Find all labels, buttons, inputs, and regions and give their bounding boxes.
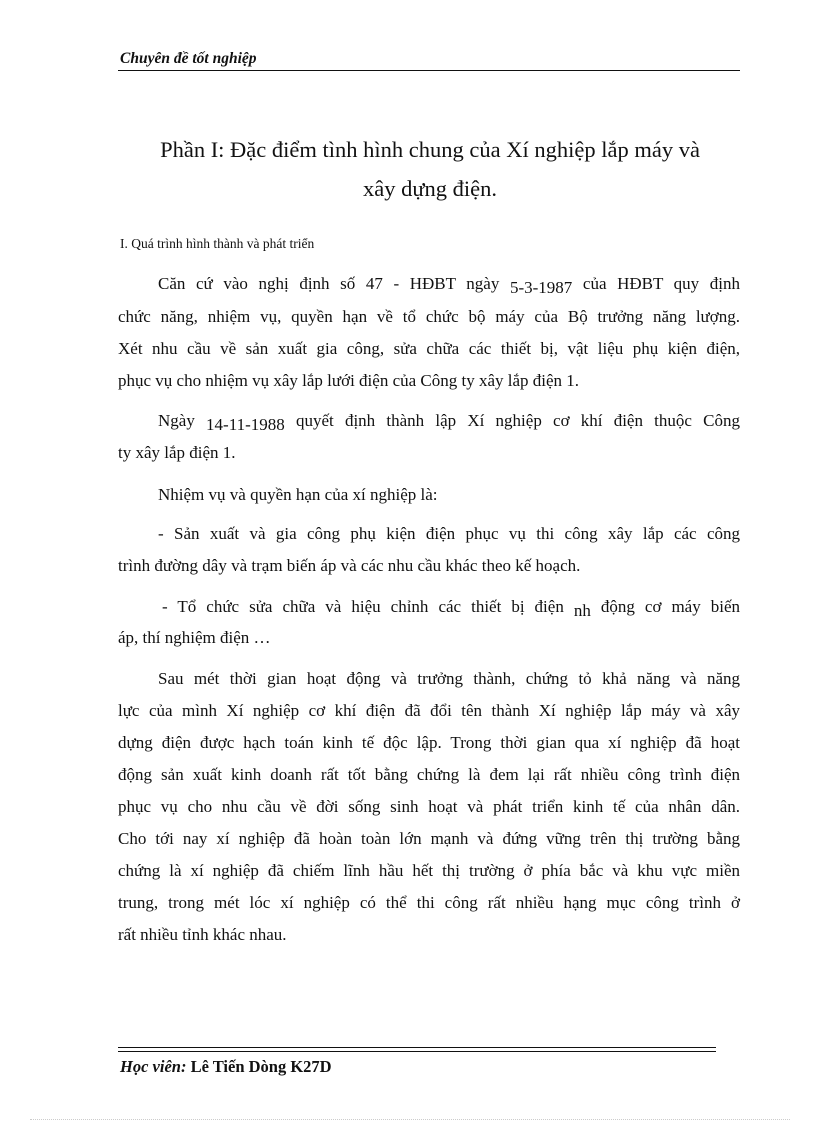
header-rule (118, 70, 740, 71)
paragraph-6-line-6: Cho tới nay xí nghiệp đã hoàn toàn lớn mạnh và đứng vững trên thị trường bằng (118, 829, 740, 848)
paragraph-2-line-2: ty xây lắp điện 1. (118, 443, 236, 462)
paragraph-1-line-1: Căn cứ vào nghị định số 47 - HĐBT ngày 5-3-1987 của HĐBT quy định (158, 274, 740, 297)
section-heading: I. Quá trình hình thành và phát triển (120, 236, 315, 251)
paragraph-6-line-1: Sau mét thời gian hoạt động và trưởng thành, chứng tỏ khả năng và năng (158, 669, 740, 688)
paragraph-6-line-5: phục vụ cho nhu cầu về đời sống sinh hoạt và phát triển kinh tế của nhân dân. (118, 797, 740, 816)
paragraph-6-line-2: lực của mình Xí nghiệp cơ khí điện đã đổi tên thành Xí nghiệp lắp máy và xây (118, 701, 740, 720)
paragraph-3: Nhiệm vụ và quyền hạn của xí nghiệp là: (158, 485, 438, 504)
paragraph-6-line-4: động sản xuất kinh doanh rất tốt bằng chứng là đem lại rất nhiều công trình điện (118, 765, 740, 784)
footer-label: Học viên: (120, 1057, 187, 1076)
page-bottom-edge (30, 1119, 790, 1120)
footer-rule-top (118, 1047, 716, 1048)
paragraph-1-line-4: phục vụ cho nhiệm vụ xây lắp lưới điện của Công ty xây lắp điện 1. (118, 371, 580, 390)
paragraph-4-line-1: - Sản xuất và gia công phụ kiện điện phục vụ thi công xây lắp các công (158, 524, 740, 543)
paragraph-1-line-3: Xét nhu cầu về sản xuất gia công, sửa chữa các thiết bị, vật liệu phụ kiện điện, (118, 339, 740, 358)
paragraph-5-line-2: áp, thí nghiệm điện … (118, 628, 271, 647)
paragraph-6-line-3: dựng điện được hạch toán kinh tế độc lập. Trong thời gian qua xí nghiệp đã hoạt (118, 733, 740, 752)
footer-author: Lê Tiến Dòng K27D (186, 1057, 332, 1076)
paragraph-6-line-8: trung, trong mét lóc xí nghiệp có thể thi công rất nhiều hạng mục công trình ở (118, 893, 740, 912)
paragraph-6-line-9: rất nhiều tỉnh khác nhau. (118, 925, 287, 944)
footer-rule-bottom (118, 1051, 716, 1052)
paragraph-6-line-7: chứng là xí nghiệp đã chiếm lĩnh hầu hết thị trường ở phía bắc và khu vực miền (118, 861, 740, 880)
chapter-title-line-2: xây dựng điện. (362, 176, 498, 201)
page-header: Chuyên đề tốt nghiệp (120, 50, 257, 67)
page-footer (120, 1057, 332, 1077)
paragraph-1-line-2: chức năng, nhiệm vụ, quyền hạn về tổ chức bộ máy của Bộ trưởng năng lượng. (118, 307, 740, 326)
chapter-title-line-1: Phần I: Đặc điểm tình hình chung của Xí nghiệp lắp máy và (160, 137, 700, 162)
paragraph-5-line-1: - Tổ chức sửa chữa và hiệu chỉnh các thiết bị điện nh động cơ máy biến (162, 597, 740, 620)
paragraph-4-line-2: trình đường dây và trạm biến áp và các nhu cầu khác theo kế hoạch. (118, 556, 581, 575)
paragraph-2-line-1: Ngày 14-11-1988 quyết định thành lập Xí nghiệp cơ khí điện thuộc Công (158, 411, 741, 434)
